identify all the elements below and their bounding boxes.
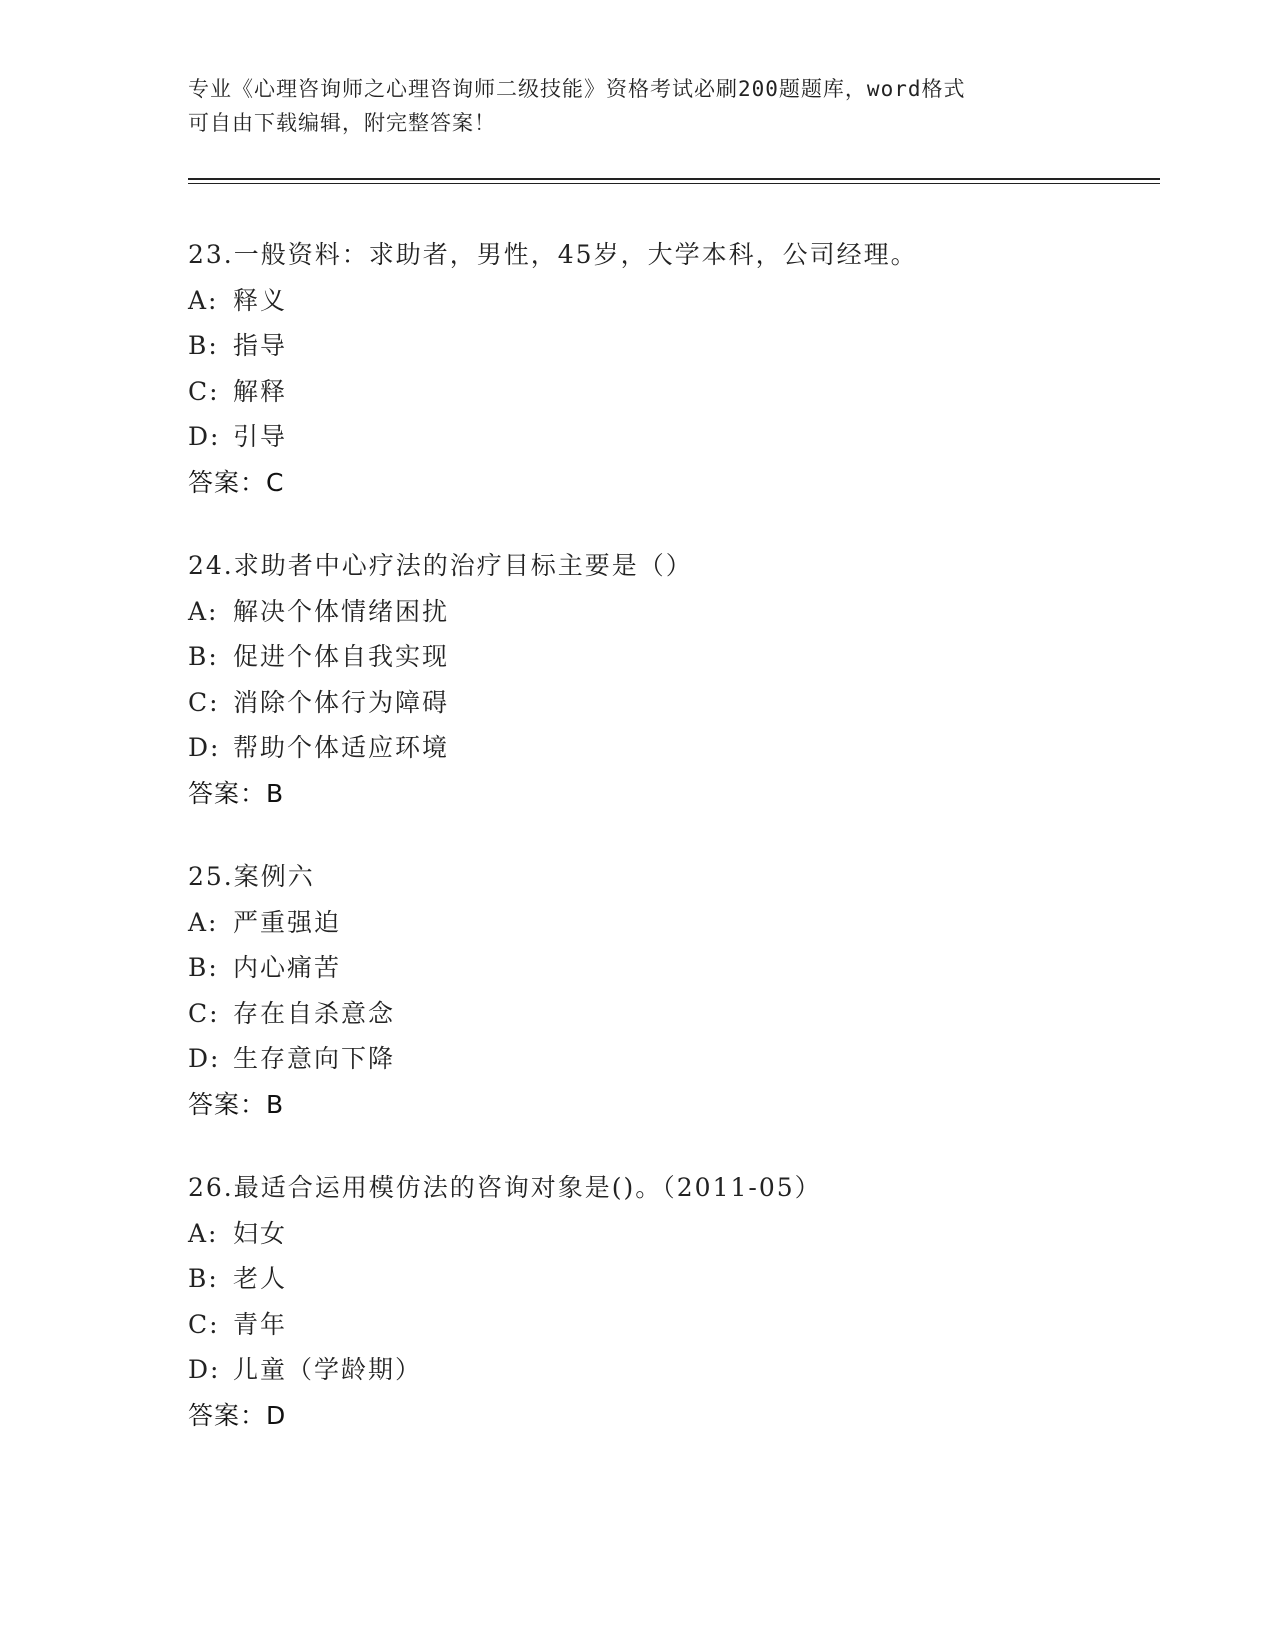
option-text: 解决个体情绪困扰 — [233, 596, 450, 626]
option-text: 严重强迫 — [233, 907, 342, 937]
option-c — [188, 1302, 1168, 1348]
document-header — [188, 72, 1088, 140]
question-text: 25.案例六 — [188, 862, 315, 891]
option-text: 指导 — [233, 331, 288, 360]
header-divider-thin — [188, 183, 1160, 184]
header-line-2: 可自由下载编辑，附完整答案！ — [188, 111, 496, 135]
option-letter: B: — [188, 331, 219, 360]
option-text: 内心痛苦 — [233, 953, 342, 982]
option-letter: C: — [188, 1309, 220, 1339]
option-letter: B: — [188, 642, 219, 671]
question-25 — [188, 854, 1168, 1127]
option-text: 解释 — [233, 376, 288, 406]
option-text: 引导 — [233, 422, 288, 451]
option-letter: D: — [188, 1355, 221, 1384]
answer-line: 答案：D — [188, 1400, 287, 1430]
question-24 — [188, 543, 1168, 816]
option-b — [188, 1256, 1168, 1302]
option-a — [188, 278, 1168, 324]
header-line-1: 专业《心理咨询师之心理咨询师二级技能》资格考试必刷200题题库，word格式 — [188, 77, 966, 101]
question-26 — [188, 1165, 1168, 1438]
option-c — [188, 991, 1168, 1037]
question-23 — [188, 232, 1168, 505]
option-d — [188, 1036, 1168, 1082]
option-d — [188, 1347, 1168, 1393]
option-letter: A: — [188, 1218, 219, 1248]
option-letter: C: — [188, 998, 220, 1028]
option-d — [188, 414, 1168, 460]
option-a — [188, 900, 1168, 946]
question-text: 24.求助者中心疗法的治疗目标主要是（） — [188, 551, 693, 580]
option-b — [188, 634, 1168, 680]
header-divider-thick — [188, 178, 1160, 180]
option-text: 老人 — [233, 1264, 288, 1293]
option-text: 帮助个体适应环境 — [233, 733, 450, 762]
option-text: 消除个体行为障碍 — [233, 687, 450, 717]
option-text: 妇女 — [233, 1218, 288, 1248]
option-text: 释义 — [233, 285, 288, 315]
option-letter: D: — [188, 422, 221, 451]
option-text: 青年 — [233, 1309, 288, 1339]
option-c — [188, 680, 1168, 726]
answer-line: 答案：C — [188, 467, 285, 497]
option-d — [188, 725, 1168, 771]
answer-line: 答案：B — [188, 778, 285, 808]
option-a — [188, 1211, 1168, 1257]
option-text: 生存意向下降 — [233, 1044, 396, 1073]
option-b — [188, 945, 1168, 991]
question-text: 23.一般资料：求助者，男性，45岁，大学本科，公司经理。 — [188, 240, 918, 269]
option-letter: B: — [188, 953, 219, 982]
option-letter: D: — [188, 733, 221, 762]
option-letter: D: — [188, 1044, 221, 1073]
option-letter: B: — [188, 1264, 219, 1293]
option-letter: C: — [188, 376, 220, 406]
answer-line: 答案：B — [188, 1089, 285, 1119]
option-text: 促进个体自我实现 — [233, 642, 450, 671]
question-list — [188, 232, 1168, 1476]
option-c — [188, 369, 1168, 415]
option-text: 儿童（学龄期） — [233, 1355, 423, 1384]
option-letter: A: — [188, 285, 219, 315]
option-letter: A: — [188, 907, 219, 937]
option-letter: C: — [188, 687, 220, 717]
option-text: 存在自杀意念 — [233, 998, 396, 1028]
option-letter: A: — [188, 596, 219, 626]
question-text: 26.最适合运用模仿法的咨询对象是()。（2011-05） — [188, 1173, 822, 1202]
option-b — [188, 323, 1168, 369]
option-a — [188, 589, 1168, 635]
